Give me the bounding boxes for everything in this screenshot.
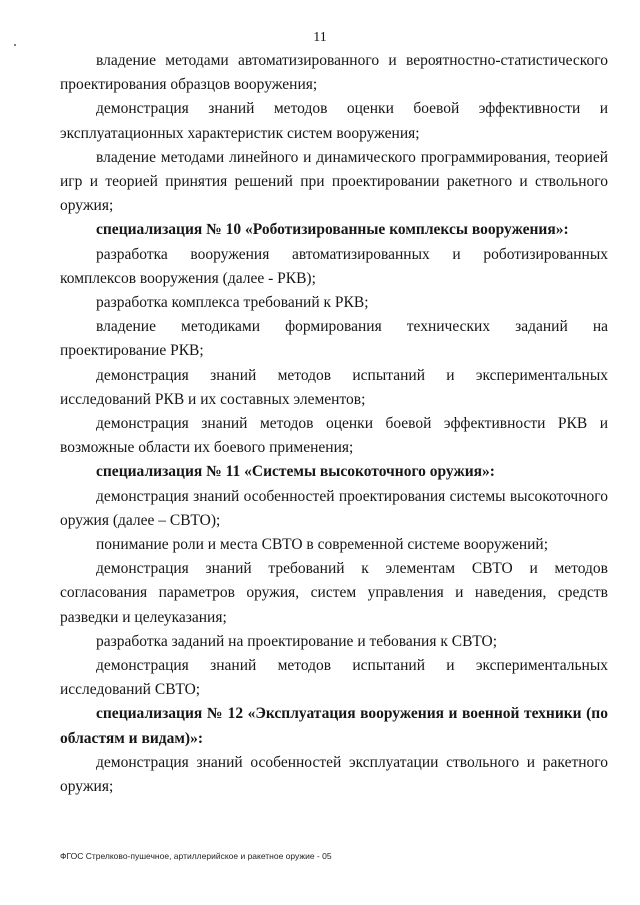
specialization-heading: специализация № 12 «Эксплуатация вооружения и военной техники (по областям и видам)»: (60, 705, 608, 747)
specialization-heading: специализация № 11 «Системы высокоточного оружия»: (96, 463, 495, 481)
paragraph: владение методами автоматизированного и вероятностно-статистического проектирования образцов вооружения; (60, 52, 608, 94)
document-body (60, 49, 608, 799)
document-footer: ФГОС Стрелково-пушечное, артиллерийское и ракетное оружие - 05 (60, 851, 332, 861)
paragraph: демонстрация знаний методов оценки боевой эффективности РКВ и возможные области их боевого применения; (60, 415, 608, 457)
paragraph: демонстрация знаний особенностей эксплуатации ствольного и ракетного оружия; (60, 753, 608, 796)
paragraph: демонстрация знаний методов испытаний и экспериментальных исследований СВТО; (60, 657, 608, 699)
paragraph: демонстрация знаний методов оценки боевой эффективности и эксплуатационных характеристик систем вооружения; (60, 100, 608, 142)
paragraph: разработка заданий на проектирование и тебования к СВТО; (96, 632, 498, 650)
paragraph: демонстрация знаний требований к элементам СВТО и методов согласования параметров оружия, систем управления и наведения, средств разведки и целеуказания; (60, 560, 608, 626)
paragraph: демонстрация знаний особенностей проектирования системы высокоточного оружия (далее – СВТО); (60, 487, 608, 529)
paragraph: разработка вооружения автоматизированных и роботизированных комплексов вооружения (далее - РКВ); (60, 245, 608, 287)
paragraph: владение методами линейного и динамического программирования, теорией игр и теорией принятия решений при проектировании ракетного и ствольного оружия; (60, 148, 608, 215)
paragraph: демонстрация знаний методов испытаний и экспериментальных исследований РКВ и их составных элементов; (60, 366, 608, 408)
paragraph: владение методиками формирования технических заданий на проектирование РКВ; (60, 318, 608, 360)
paragraph: понимание роли и места СВТО в современной системе вооружений; (96, 536, 549, 554)
paragraph: разработка комплекса требований к РКВ; (96, 294, 369, 312)
page-number: 11 (313, 30, 327, 45)
specialization-heading: специализация № 10 «Роботизированные комплексы вооружения»: (96, 221, 569, 239)
